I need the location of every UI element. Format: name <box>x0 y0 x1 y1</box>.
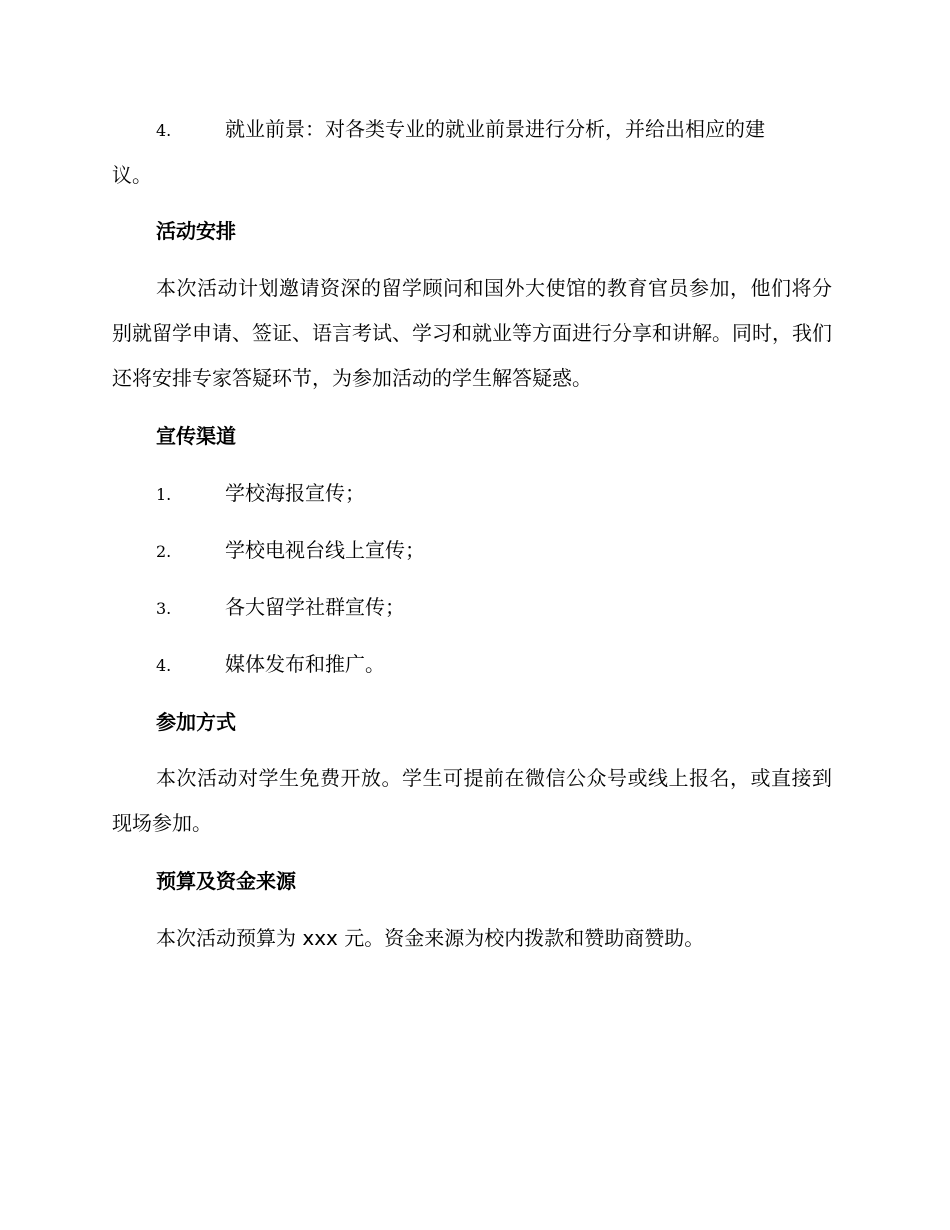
list-number: 1. <box>156 485 172 504</box>
list-text: 媒体发布和推广。 <box>225 652 385 676</box>
list-text-continuation: 议。 <box>112 163 152 187</box>
section-heading-promotion-channels: 宣传渠道 <box>156 424 236 448</box>
section-paragraph-budget-funding: 本次活动预算为 xxx 元。资金来源为校内拨款和赞助商赞助。 <box>156 926 705 950</box>
section-heading-activity-arrangement: 活动安排 <box>156 219 236 243</box>
section-paragraph-activity-arrangement: 本次活动计划邀请资深的留学顾问和国外大使馆的教育官员参加，他们将分别就留学申请、签证、语言考试、学习和就业等方面进行分享和讲解。同时，我们还将安排专家答疑环节，为参加活动的学生解答疑惑。 <box>112 276 832 390</box>
list-item-channel-4 <box>112 649 876 681</box>
section-paragraph-participation-method: 本次活动对学生免费开放。学生可提前在微信公众号或线上报名，或直接到现场参加。 <box>112 766 832 835</box>
list-text: 各大留学社群宣传； <box>225 595 405 619</box>
list-item-channel-3 <box>112 592 876 624</box>
list-number: 4. <box>156 121 172 140</box>
list-item-channel-1 <box>112 478 876 510</box>
list-item-channel-2 <box>112 535 876 567</box>
list-number: 2. <box>156 542 172 561</box>
section-heading-participation-method: 参加方式 <box>156 710 236 734</box>
list-item-employment-prospects <box>112 114 832 190</box>
list-text: 学校电视台线上宣传； <box>225 538 425 562</box>
list-number: 4. <box>156 656 172 675</box>
section-heading-budget-funding: 预算及资金来源 <box>156 869 296 893</box>
list-number: 3. <box>156 599 172 618</box>
list-text: 学校海报宣传； <box>225 481 365 505</box>
list-text: 就业前景：对各类专业的就业前景进行分析，并给出相应的建 <box>225 117 765 141</box>
